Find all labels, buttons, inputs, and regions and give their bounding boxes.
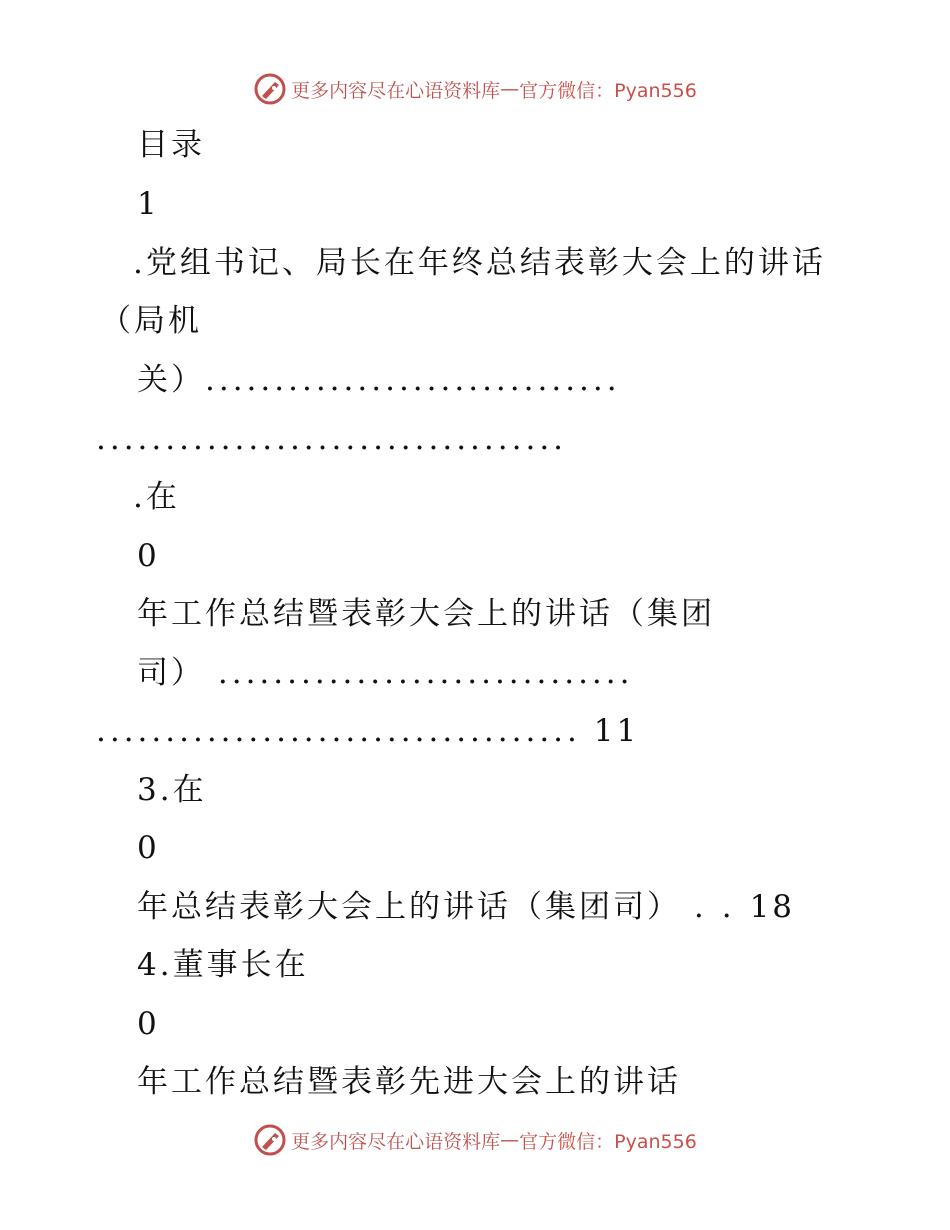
toc-entry-3-title-cont	[137, 887, 795, 927]
toc-entry-1-title-cont: （局机	[100, 303, 202, 339]
toc-entry-1-title: .党组书记、局长在年终总结表彰大会上的讲话	[133, 245, 826, 281]
toc-entry-4-title: 4.董事长在	[137, 947, 309, 983]
watermark-site-text: 更多内容尽在心语资料库	[291, 1130, 501, 1153]
toc-line: 1	[137, 186, 160, 222]
pen-logo-icon	[253, 72, 287, 106]
toc-entry-3-text: 年总结表彰大会上的讲话（集团司）	[137, 889, 681, 925]
watermark-wechat-text: 官方微信：Pyan556	[519, 1130, 697, 1153]
toc-entry-2-suffix: 司）	[137, 655, 205, 691]
toc-entry-1-suffix: 关）	[137, 362, 205, 398]
toc-leader-dots: ..	[693, 889, 750, 925]
toc-entry-2-title-end	[137, 653, 633, 693]
footer-watermark	[0, 1123, 950, 1157]
toc-leader-dots: ...................................	[96, 713, 581, 749]
toc-line: 0	[137, 830, 160, 866]
toc-entry-4-title-cont: 年工作总结暨表彰先进大会上的讲话	[137, 1064, 681, 1100]
toc-entry-3-title: 3.在	[137, 772, 207, 808]
watermark-dash: —	[500, 78, 520, 100]
toc-entry-2-title: .在	[133, 479, 180, 515]
watermark-dash: —	[500, 1129, 520, 1151]
toc-page-number: 18	[749, 889, 796, 925]
toc-line: 0	[137, 1006, 160, 1042]
toc-line: 0	[137, 538, 160, 574]
pen-logo-icon	[253, 1123, 287, 1157]
toc-heading: 目录	[137, 127, 205, 163]
watermark-site-text: 更多内容尽在心语资料库	[291, 79, 501, 102]
toc-entry-1-title-end	[137, 360, 621, 400]
toc-leader-dots: ..................................	[96, 421, 568, 457]
toc-page-number: 11	[593, 713, 640, 749]
toc-leader-dots: ..............................	[205, 362, 621, 398]
toc-entry-2-leader	[96, 711, 639, 751]
watermark-wechat-text: 官方微信：Pyan556	[519, 79, 697, 102]
header-watermark	[0, 72, 950, 106]
toc-leader-dots: ..............................	[217, 655, 634, 691]
toc-entry-2-title-cont: 年工作总结暨表彰大会上的讲话（集团	[137, 596, 715, 632]
